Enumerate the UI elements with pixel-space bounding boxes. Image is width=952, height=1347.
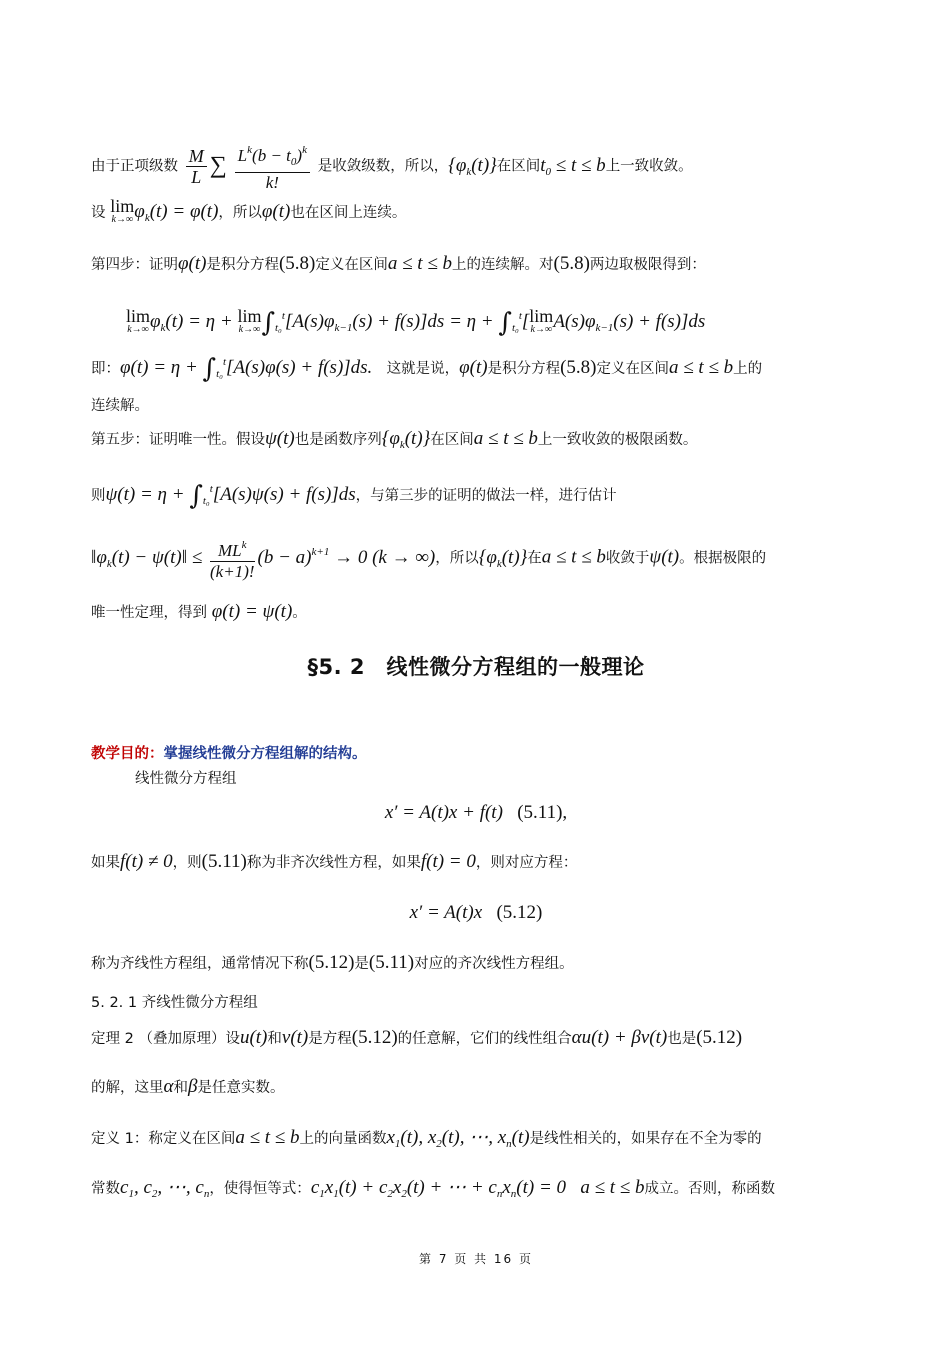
equation-limit-integral: lim k→∞ $\varphi_k(t) = \eta$ + lim k→∞ $\int_{t_0}^t[A(s)\varphi_{k-1}(s) + f(s)]ds = \eta + \int_{t_0}^t$[ lim k→∞ $A(s)\varphi_{k-1}(s) + f(s)]ds$ xyxy=(126,306,706,338)
paragraph-limit: 设 lim k→∞ $\varphi_k(t) = \varphi(t)$，所以φ(t)也在区间上连续。 xyxy=(91,196,407,225)
goal-label: 教学目的： xyxy=(91,746,164,762)
goal-text: 掌握线性微分方程组解的结构。 xyxy=(163,746,367,762)
document-page: 由于正项级数 $\frac{M}{L}$ ∑ $\frac{L^k(b - t_0)^k}{k!}$ 是收敛级数，所以，$\{\varphi_k(t)\}$在区间$t_0 \le t \le b$上一致收敛。 设 lim k→∞ $\varphi_k(t) = \varphi(t)$，所以φ(t)也在区间上连续。 第四步：证明φ(t)是积分方程(5.8)定义在区间a ≤ t ≤ b上的连续解。对(5.8)两边取极限得到： lim k→∞ $\varphi_k(t) = \eta$ + lim k→∞ $\int_{t_0}^t[A(s)\varphi_{k-1}(s) + f(s)]ds = \eta + \int_{t_0}^t$[ lim k→∞ $A(s)\varphi_{k-1}(s) + f(s)]ds$ 即：$\varphi(t) = \eta + \int_{t_0}^t[A(s)\varphi(s) + f(s)]ds$. 这就是说，φ(t)是积分方程(5.8)定义在区间a ≤ t ≤ b上的 连续解。 第五步：证明唯一性。假设ψ(t)也是函数序列$\{\varphi_k(t)\}$在区间a ≤ t ≤ b上一致收敛的极限函数。 则$\psi(t) = \eta + \int_{t_0}^t[A(s)\psi(s) + f(s)]ds$，与第三步的证明的做法一样，进行估计 $‖\varphi_k(t)$ − ψ(t)‖ ≤ $\frac{ML^k}{(k+1)!}$ $(b - a)^{k+1} \to 0$ (k → ∞)，所以$\{\varphi_k(t)\}$在a ≤ t ≤ b收敛于ψ(t)。根据极限的 唯一性定理，得到 φ(t) = ψ(t)。 §5. 2 线性微分方程组的一般理论 教学目的：掌握线性微分方程组解的结构。 线性微分方程组 x′ = A(t)x + f(t) (5.11), 如果f(t) ≠ 0，则(5.11)称为非齐次线性方程，如果f(t) = 0，则对应方程： x′ = A(t)x (5.12) 称为齐线性方程组，通常情况下称(5.12)是(5.11)对应的齐次线性方程组。 5. 2. 1 齐线性微分方程组 定理 2 （叠加原理）设u(t)和v(t)是方程(5.12)的任意解，它们的线性组合αu(t) + βv(t)也是(5.12) 的解，这里α和β是任意实数。 定义 1：称定义在区间a ≤ t ≤ b上的向量函数$x_1(t)$, $x_2(t)$, ⋯, $x_n(t)$是线性相关的，如果存在不全为零的 常数$c_1$, $c_2$, ⋯, $c_n$，使得恒等式：$c_1x_1(t) + c_2x_2(t)$ + ⋯ + $c_nx_n(t) = 0$ a ≤ t ≤ b成立。否则，称函数 第 7 页 共 16 页 xyxy=(0,0,952,1347)
paragraph-conclusion: 即：$\varphi(t) = \eta + \int_{t_0}^t[A(s)\varphi(s) + f(s)]ds$. 这就是说，φ(t)是积分方程(5.8)定义在区间a ≤ t ≤ b上的 xyxy=(91,354,763,384)
page-footer: 第 7 页 共 16 页 xyxy=(419,1252,533,1266)
teaching-goal xyxy=(91,742,862,765)
paragraph-continuation: 连续解。 xyxy=(91,398,149,414)
paragraph-series: 由于正项级数 $\frac{M}{L}$ ∑ $\frac{L^k(b - t_0)^k}{k!}$ 是收敛级数，所以，$\{\varphi_k(t)\}$在区间$t_0 \le t \le b$上一致收敛。 xyxy=(91,140,862,193)
section-heading: §5. 2 线性微分方程组的一般理论 xyxy=(307,655,645,679)
paragraph-intro: 线性微分方程组 xyxy=(135,771,237,787)
definition-1-continued: 常数$c_1$, $c_2$, ⋯, $c_n$，使得恒等式：$c_1x_1(t) + c_2x_2(t)$ + ⋯ + $c_nx_n(t) = 0$ a ≤ t ≤ b成立。否则，称函数 xyxy=(91,1177,775,1200)
paragraph-estimate: 则$\psi(t) = \eta + \int_{t_0}^t[A(s)\psi(s) + f(s)]ds$，与第三步的证明的做法一样，进行估计 xyxy=(91,481,617,511)
paragraph-norm-bound: $‖\varphi_k(t)$ − ψ(t)‖ ≤ $\frac{ML^k}{(k+1)!}$ $(b - a)^{k+1} \to 0$ (k → ∞)，所以$\{\varphi_k(t)\}$在a ≤ t ≤ b收敛于ψ(t)。根据极限的 xyxy=(91,535,862,582)
subsection-heading: 5. 2. 1 齐线性微分方程组 xyxy=(91,995,258,1011)
definition-1: 定义 1：称定义在区间a ≤ t ≤ b上的向量函数$x_1(t)$, $x_2(t)$, ⋯, $x_n(t)$是线性相关的，如果存在不全为零的 xyxy=(91,1127,762,1150)
paragraph-step4: 第四步：证明φ(t)是积分方程(5.8)定义在区间a ≤ t ≤ b上的连续解。对(5.8)两边取极限得到： xyxy=(91,253,706,274)
paragraph-nonhomogeneous: 如果f(t) ≠ 0，则(5.11)称为非齐次线性方程，如果f(t) = 0，则对应方程： xyxy=(91,851,578,872)
paragraph-uniqueness: 唯一性定理，得到 φ(t) = ψ(t)。 xyxy=(91,601,307,622)
theorem-2: 定理 2 （叠加原理）设u(t)和v(t)是方程(5.12)的任意解，它们的线性组合αu(t) + βv(t)也是(5.12) xyxy=(91,1027,743,1048)
paragraph-homogeneous: 称为齐线性方程组，通常情况下称(5.12)是(5.11)对应的齐次线性方程组。 xyxy=(91,952,574,973)
paragraph-step5: 第五步：证明唯一性。假设ψ(t)也是函数序列$\{\varphi_k(t)\}$在区间a ≤ t ≤ b上一致收敛的极限函数。 xyxy=(91,428,698,451)
theorem-2-continued: 的解，这里α和β是任意实数。 xyxy=(91,1076,285,1097)
